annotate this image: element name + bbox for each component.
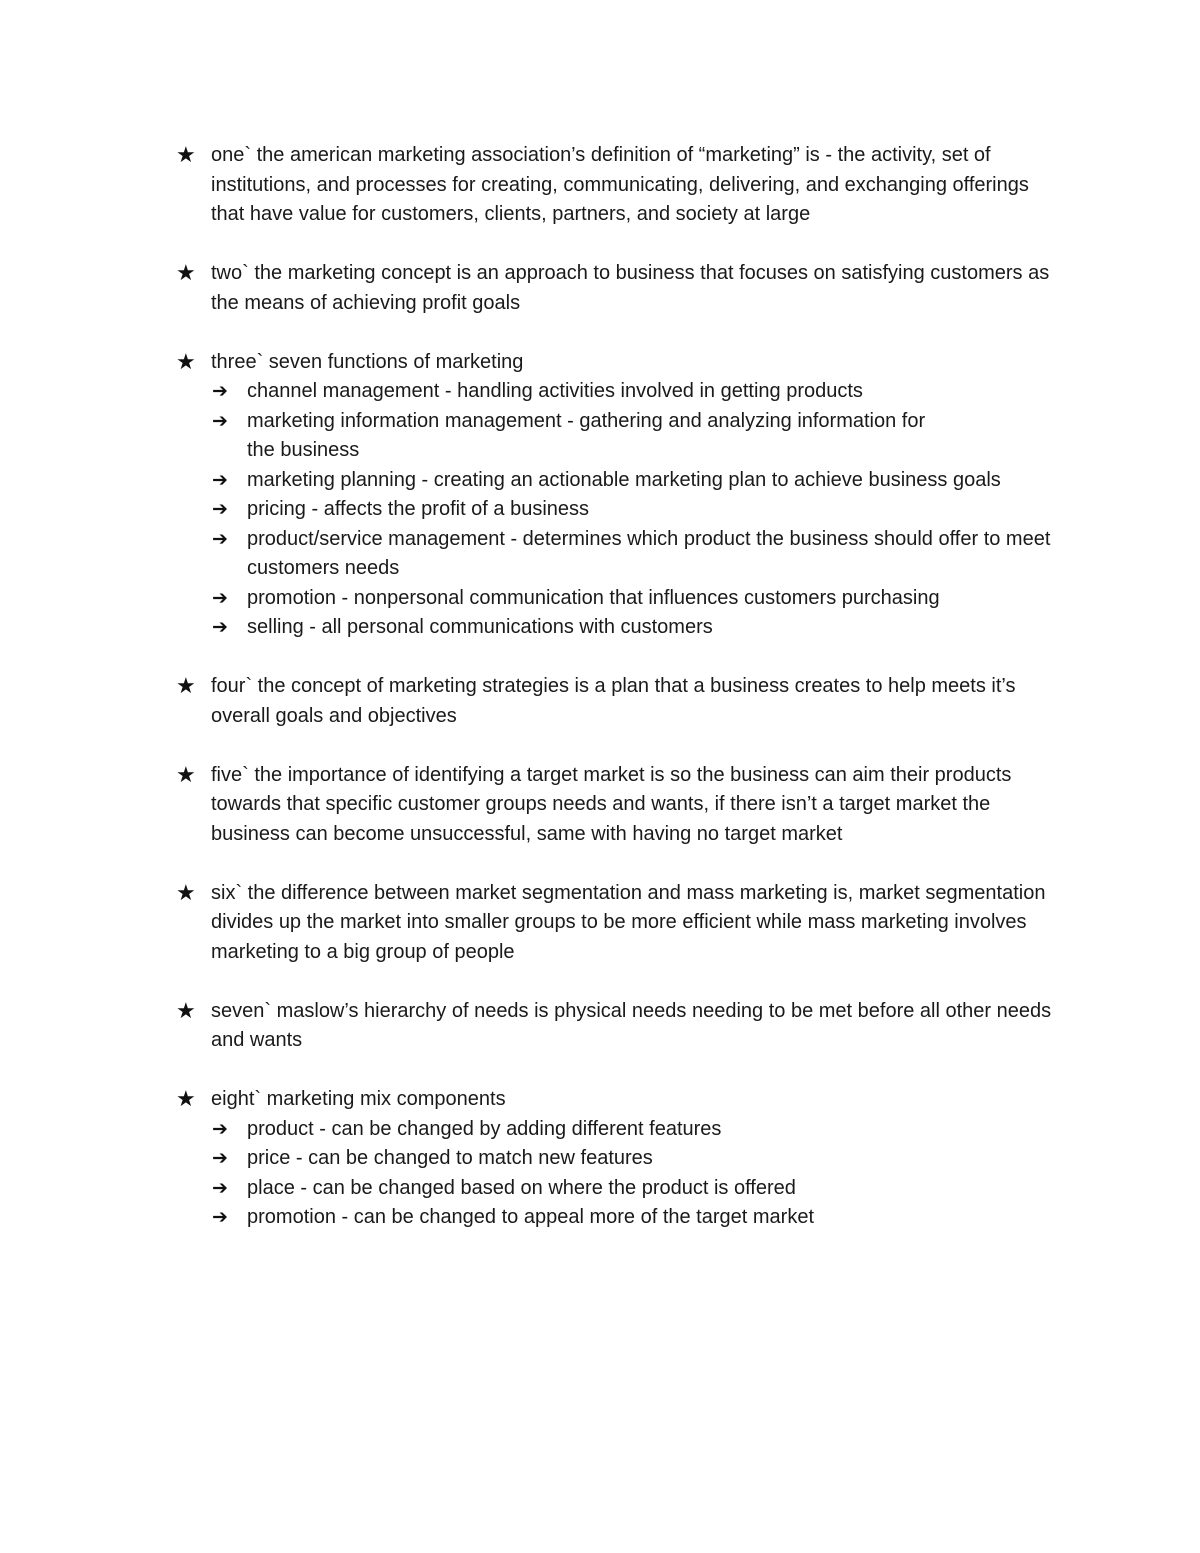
arrow-right-icon: ➔ bbox=[212, 586, 228, 609]
list-item-text: three` seven functions of marketing bbox=[211, 350, 524, 373]
list-item bbox=[176, 348, 1066, 378]
sub-list-item bbox=[176, 1115, 1066, 1145]
sub-list-item bbox=[176, 1174, 1066, 1204]
sub-list-item-text: place - can be changed based on where the product is offered bbox=[247, 1176, 796, 1199]
star-icon: ★ bbox=[176, 261, 196, 286]
sub-list-item-text: marketing information management - gathering and analyzing information for the business bbox=[247, 409, 926, 461]
arrow-right-icon: ➔ bbox=[212, 498, 228, 520]
sub-list-item-text: channel management - handling activities involved in getting products bbox=[247, 380, 863, 402]
arrow-right-icon: ➔ bbox=[212, 1206, 228, 1228]
star-icon: ★ bbox=[176, 143, 196, 168]
sub-list-item-text: promotion - can be changed to appeal more of the target market bbox=[247, 1206, 815, 1228]
sub-list-item bbox=[176, 495, 1066, 525]
sub-list-item bbox=[176, 466, 1066, 496]
sub-list bbox=[176, 377, 1066, 643]
star-icon: ★ bbox=[176, 349, 196, 375]
sub-list bbox=[176, 1115, 1066, 1233]
sub-list-item-text: marketing planning - creating an actionable marketing plan to achieve business goals bbox=[247, 468, 1001, 491]
sub-list-item bbox=[176, 525, 1066, 584]
sub-list-item-text: product - can be changed by adding different features bbox=[247, 1117, 722, 1140]
star-icon: ★ bbox=[176, 998, 196, 1024]
arrow-right-icon: ➔ bbox=[212, 527, 228, 550]
list-item-text: four` the concept of marketing strategies is a plan that a business creates to help meets it’s overall goals and objectives bbox=[211, 675, 1016, 727]
list-item bbox=[176, 141, 1066, 230]
notes-list bbox=[176, 141, 1066, 1233]
list-item bbox=[176, 761, 1066, 850]
list-item bbox=[176, 879, 1066, 968]
arrow-right-icon: ➔ bbox=[212, 1117, 228, 1140]
list-item bbox=[176, 1085, 1066, 1115]
star-icon: ★ bbox=[176, 674, 196, 699]
sub-list-item-text: selling - all personal communications with customers bbox=[247, 616, 713, 638]
list-item bbox=[176, 259, 1066, 318]
sub-list-item-text: promotion - nonpersonal communication that influences customers purchasing bbox=[247, 586, 940, 609]
list-item-text: two` the marketing concept is an approach to business that focuses on satisfying customers as the means of achieving profit goals bbox=[211, 262, 1050, 314]
sub-list-item bbox=[176, 584, 1066, 614]
star-icon: ★ bbox=[176, 762, 196, 788]
arrow-right-icon: ➔ bbox=[212, 1176, 228, 1199]
sub-list-item-text: product/service management - determines which product the business should offer to meet customers needs bbox=[247, 527, 1051, 579]
sub-list-item-text: pricing - affects the profit of a business bbox=[247, 498, 590, 520]
list-item-text: five` the importance of identifying a target market is so the business can aim their products towards that specific customer groups needs and wants, if there isn’t a target market the business can become unsuccessful, same with having no target market bbox=[211, 763, 1012, 845]
list-item-text: eight` marketing mix components bbox=[211, 1088, 506, 1110]
list-item bbox=[176, 997, 1066, 1056]
arrow-right-icon: ➔ bbox=[212, 616, 228, 638]
sub-list-item bbox=[176, 1203, 1066, 1233]
star-icon: ★ bbox=[176, 1087, 196, 1112]
sub-list-item bbox=[176, 1144, 1066, 1174]
arrow-right-icon: ➔ bbox=[212, 468, 228, 491]
sub-list-item bbox=[176, 613, 1066, 643]
sub-list-item bbox=[176, 407, 1066, 466]
sub-list-item-text: price - can be changed to match new features bbox=[247, 1147, 653, 1169]
sub-list-item bbox=[176, 377, 1066, 407]
list-item bbox=[176, 672, 1066, 731]
list-item-text: seven` maslow’s hierarchy of needs is physical needs needing to be met before all other needs and wants bbox=[211, 999, 1052, 1051]
arrow-right-icon: ➔ bbox=[212, 380, 228, 402]
star-icon: ★ bbox=[176, 880, 196, 906]
arrow-right-icon: ➔ bbox=[212, 1147, 228, 1169]
list-item-text: six` the difference between market segmentation and mass marketing is, market segmentation divides up the market into smaller groups to be more efficient while mass marketing involves marketing to a big group of people bbox=[211, 881, 1046, 963]
list-item-text: one` the american marketing association’s definition of “marketing” is - the activity, set of institutions, and processes for creating, communicating, delivering, and exchanging offerings that have value for customers, clients, partners, and society at large bbox=[211, 144, 1029, 225]
arrow-right-icon: ➔ bbox=[212, 409, 228, 432]
